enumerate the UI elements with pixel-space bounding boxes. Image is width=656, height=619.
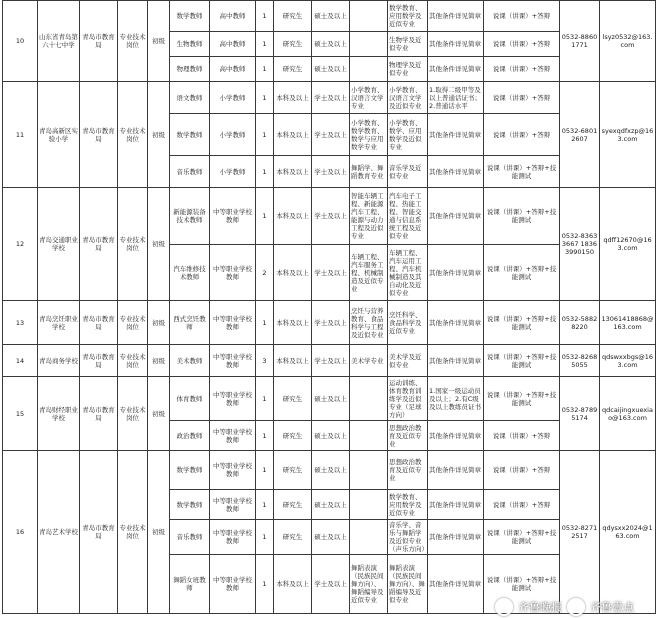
cell-degree: 硕士及以上 xyxy=(312,451,350,490)
cell-post-level: 初级 xyxy=(148,301,170,345)
cell-undergrad-major xyxy=(350,32,388,57)
cell-education: 本科及以上 xyxy=(274,188,312,245)
cell-degree: 学士及以上 xyxy=(312,156,350,188)
cell-authority: 青岛市教育局 xyxy=(80,451,118,614)
cell-no: 10 xyxy=(3,1,38,82)
cell-no: 13 xyxy=(3,301,38,345)
cell-email: syexqdfxzp@163.com xyxy=(600,82,656,188)
recruitment-table xyxy=(2,0,656,614)
cell-count: 1 xyxy=(256,156,274,188)
cell-exam-method: 说课（讲课）+答辩+技能测试 xyxy=(484,156,560,188)
cell-education: 研究生 xyxy=(274,1,312,32)
cell-count: 1 xyxy=(256,188,274,245)
cell-post-category: 小学教师 xyxy=(210,156,256,188)
cell-unit: 山东省青岛第六十七中学 xyxy=(38,1,80,82)
cell-email: qdcaijingxuexiao@163.com xyxy=(600,377,656,451)
cell-degree: 学士及以上 xyxy=(312,345,350,377)
watermark-brand-b: 齐鲁壹点 xyxy=(590,601,634,614)
cell-post-type: 专业技术岗位 xyxy=(118,1,148,82)
cell-other-conditions: 其他条件详见简章 xyxy=(428,245,484,301)
cell-count: 1 xyxy=(256,520,274,555)
cell-email: qdysxx2024@163.com xyxy=(600,451,656,614)
cell-unit: 青岛财经职业学校 xyxy=(38,377,80,451)
cell-post-type: 专业技术岗位 xyxy=(118,345,148,377)
cell-grad-major: 思想政治教育及近似专业 xyxy=(388,421,428,451)
cell-post-level: 初级 xyxy=(148,188,170,301)
cell-post-name: 物理教师 xyxy=(170,57,210,82)
cell-post-category: 中等职业学校教师 xyxy=(210,245,256,301)
cell-undergrad-major xyxy=(350,520,388,555)
cell-education: 本科及以上 xyxy=(274,555,312,614)
cell-grad-major: 舞蹈表演（民族民间舞方向）、舞蹈编导及近似专业 xyxy=(388,555,428,614)
cell-undergrad-major: 烹饪与营养教育、食品科学与工程及近似专业 xyxy=(350,301,388,345)
cell-grad-major: 烹饪科学、食品科学及近似专业 xyxy=(388,301,428,345)
cell-undergrad-major: 美术学专业 xyxy=(350,345,388,377)
cell-other-conditions: 其他条件详见简章 xyxy=(428,1,484,32)
cell-post-name: 音乐教师 xyxy=(170,156,210,188)
cell-count: 1 xyxy=(256,32,274,57)
cell-phone: 0532-83633667 18363990150 xyxy=(560,188,600,301)
cell-count: 1 xyxy=(256,377,274,421)
cell-authority: 青岛市教育局 xyxy=(80,1,118,82)
cell-post-type: 专业技术岗位 xyxy=(118,451,148,614)
logo-circle-icon xyxy=(567,598,585,616)
cell-post-category: 中等职业学校教师 xyxy=(210,520,256,555)
cell-exam-method: 说课（讲课）+答辩+技能测试 xyxy=(484,520,560,555)
cell-post-level: 初级 xyxy=(148,1,170,82)
cell-post-name: 新能源装备技术教师 xyxy=(170,188,210,245)
cell-exam-method: 说课（讲课）+答辩 xyxy=(484,82,560,114)
table-row xyxy=(3,345,656,377)
cell-post-name: 数学教师 xyxy=(170,1,210,32)
cell-post-category: 中等职业学校教师 xyxy=(210,301,256,345)
cell-post-level: 初级 xyxy=(148,451,170,614)
cell-phone: 0532-88601771 xyxy=(560,1,600,82)
cell-other-conditions: 其他条件详见简章 xyxy=(428,156,484,188)
cell-post-category: 中等职业学校教师 xyxy=(210,555,256,614)
logo-circle-icon xyxy=(495,598,513,616)
cell-count: 1 xyxy=(256,490,274,520)
cell-exam-method: 说课（讲课）+答辩 xyxy=(484,114,560,156)
cell-authority: 青岛市教育局 xyxy=(80,301,118,345)
cell-education: 本科及以上 xyxy=(274,114,312,156)
cell-post-name: 美术教师 xyxy=(170,345,210,377)
cell-post-type: 专业技术岗位 xyxy=(118,188,148,301)
cell-authority: 青岛市教育局 xyxy=(80,82,118,188)
cell-post-category: 高中教师 xyxy=(210,57,256,82)
cell-other-conditions: 其他条件详见简章 xyxy=(428,555,484,614)
cell-no: 16 xyxy=(3,451,38,614)
cell-post-name: 西式烹饪教师 xyxy=(170,301,210,345)
cell-phone: 0532-87895174 xyxy=(560,377,600,451)
cell-grad-major: 思想政治教育及近似专业 xyxy=(388,451,428,490)
cell-no: 11 xyxy=(3,82,38,188)
cell-education: 本科及以上 xyxy=(274,156,312,188)
cell-exam-method: 说课（讲课）+答辩 xyxy=(484,1,560,32)
cell-education: 研究生 xyxy=(274,421,312,451)
cell-authority: 青岛市教育局 xyxy=(80,377,118,451)
cell-degree: 学士及以上 xyxy=(312,82,350,114)
cell-other-conditions: 其他条件详见简章 xyxy=(428,188,484,245)
cell-exam-method: 说课（讲课）+答辩 xyxy=(484,57,560,82)
cell-email: qdswxxbgs@163.com xyxy=(600,345,656,377)
cell-exam-method: 说课（讲课）+答辩 xyxy=(484,421,560,451)
cell-count: 1 xyxy=(256,421,274,451)
cell-exam-method: 说课（讲课）+答辩 xyxy=(484,490,560,520)
cell-post-category: 中等职业学校教师 xyxy=(210,345,256,377)
cell-undergrad-major xyxy=(350,1,388,32)
cell-education: 研究生 xyxy=(274,520,312,555)
cell-degree: 硕士及以上 xyxy=(312,490,350,520)
cell-degree: 学士及以上 xyxy=(312,301,350,345)
cell-grad-major: 美术学及近似专业 xyxy=(388,345,428,377)
table-row xyxy=(3,1,656,32)
cell-undergrad-major: 车辆工程、汽车服务工程、机械制造及近似专业 xyxy=(350,245,388,301)
cell-grad-major: 车辆工程、汽车运用工程、汽车机械制造及其自动化及近似专业 xyxy=(388,245,428,301)
cell-grad-major: 数学教育、应用数学及近似专业 xyxy=(388,490,428,520)
cell-count: 1 xyxy=(256,555,274,614)
cell-phone: 0532-58828220 xyxy=(560,301,600,345)
cell-authority: 青岛市教育局 xyxy=(80,345,118,377)
cell-education: 本科及以上 xyxy=(274,345,312,377)
cell-education: 研究生 xyxy=(274,451,312,490)
cell-degree: 硕士及以上 xyxy=(312,32,350,57)
cell-undergrad-major xyxy=(350,57,388,82)
cell-education: 研究生 xyxy=(274,57,312,82)
cell-other-conditions: 其他条件详见简章 xyxy=(428,32,484,57)
cell-degree: 硕士及以上 xyxy=(312,520,350,555)
cell-count: 3 xyxy=(256,345,274,377)
cell-exam-method: 说课（讲课）+答辩+技能测试 xyxy=(484,301,560,345)
cell-education: 本科及以上 xyxy=(274,245,312,301)
cell-unit: 青岛高新区实验小学 xyxy=(38,82,80,188)
cell-other-conditions: 其他条件详见简章 xyxy=(428,301,484,345)
cell-grad-major: 物理学及近似专业 xyxy=(388,57,428,82)
cell-post-category: 小学教师 xyxy=(210,82,256,114)
cell-post-name: 数学教师 xyxy=(170,451,210,490)
cell-education: 本科及以上 xyxy=(274,82,312,114)
cell-count: 1 xyxy=(256,57,274,82)
table-row xyxy=(3,82,656,114)
cell-unit: 青岛商务学校 xyxy=(38,345,80,377)
cell-undergrad-major xyxy=(350,377,388,421)
cell-undergrad-major: 舞蹈表演（民族民间舞方向）、舞蹈编导及近似专业 xyxy=(350,555,388,614)
cell-grad-major: 音乐学、音乐与舞蹈学及近似专业（声乐方向） xyxy=(389,521,428,553)
cell-post-category: 中等职业学校教师 xyxy=(210,188,256,245)
cell-undergrad-major: 小学教育、数学教育、数学与应用数学专业 xyxy=(350,114,388,156)
watermark-brand-a: 齐鲁晚报 xyxy=(518,601,562,614)
cell-grad-major: 汽车电子工程、热能工程、智能交通与信息系统工程及近似专业 xyxy=(388,188,428,245)
cell-other-conditions: 其他条件详见简章 xyxy=(428,451,484,490)
cell-exam-method: 说课（讲课）+答辩+技能测试 xyxy=(484,377,560,421)
cell-grad-major: 运动训练、体育教育训练学及近似专业（足球方向） xyxy=(388,377,428,421)
cell-other-conditions: 其他条件详见简章 xyxy=(428,114,484,156)
table-row xyxy=(3,188,656,245)
cell-education: 研究生 xyxy=(274,32,312,57)
cell-count: 1 xyxy=(256,451,274,490)
table-row xyxy=(3,301,656,345)
cell-exam-method: 说课（讲课）+答辩 xyxy=(484,451,560,490)
cell-post-category: 中等职业学校教师 xyxy=(210,451,256,490)
cell-post-level: 初级 xyxy=(148,345,170,377)
cell-education: 研究生 xyxy=(274,490,312,520)
table-row xyxy=(3,451,656,490)
cell-degree: 学士及以上 xyxy=(312,188,350,245)
cell-count: 1 xyxy=(256,82,274,114)
cell-other-conditions: 其他条件详见简章 xyxy=(428,490,484,520)
cell-exam-method: 说课（讲课）+答辩+技能测试 xyxy=(484,245,560,301)
cell-grad-major: 小学教育、数学、应用数学及近似专业 xyxy=(388,114,428,156)
cell-undergrad-major xyxy=(350,451,388,490)
cell-unit: 青岛烹饪职业学校 xyxy=(38,301,80,345)
cell-post-type: 专业技术岗位 xyxy=(118,301,148,345)
cell-degree: 学士及以上 xyxy=(312,245,350,301)
cell-count: 2 xyxy=(256,245,274,301)
cell-grad-major: 生物学及近似专业 xyxy=(388,32,428,57)
cell-exam-method: 说课（讲课）+答辩+技能测试 xyxy=(484,188,560,245)
cell-no: 15 xyxy=(3,377,38,451)
cell-degree: 硕士及以上 xyxy=(312,377,350,421)
table-row xyxy=(3,377,656,421)
cell-undergrad-major: 小学教育、汉语言文学专业 xyxy=(350,82,388,114)
cell-post-name: 音乐教师 xyxy=(170,520,210,555)
cell-email: lsyz0532@163.com xyxy=(600,1,656,82)
watermark xyxy=(495,597,634,617)
cell-other-conditions: 其他条件详见简章 xyxy=(428,421,484,451)
cell-post-name: 舞蹈女班教师 xyxy=(170,555,210,614)
cell-degree: 学士及以上 xyxy=(312,555,350,614)
cell-authority: 青岛市教育局 xyxy=(80,188,118,301)
cell-other-conditions: 其他条件详见简章 xyxy=(428,345,484,377)
cell-count: 1 xyxy=(256,1,274,32)
cell-post-name: 体育教师 xyxy=(170,377,210,421)
cell-post-name: 数学教师 xyxy=(170,490,210,520)
cell-post-category: 中等职业学校教师 xyxy=(210,490,256,520)
cell-exam-method: 说课（讲课）+答辩+技能测试 xyxy=(484,345,560,377)
cell-post-name: 数学教师 xyxy=(170,114,210,156)
cell-other-conditions: 1.取得二级甲等及以上普通话证书；2.普通话水平 xyxy=(428,82,484,114)
cell-post-name: 政治教师 xyxy=(170,421,210,451)
cell-post-name: 生物教师 xyxy=(170,32,210,57)
cell-unit: 青岛交通职业学校 xyxy=(38,188,80,301)
cell-undergrad-major xyxy=(350,490,388,520)
cell-post-type: 专业技术岗位 xyxy=(118,82,148,188)
cell-grad-major: 数学教育、应用数学及近似专业 xyxy=(388,1,428,32)
cell-post-level: 初级 xyxy=(148,82,170,188)
cell-other-conditions: 其他条件详见简章 xyxy=(428,57,484,82)
cell-grad-major: 音乐学及近似专业 xyxy=(388,156,428,188)
cell-degree: 硕士及以上 xyxy=(312,1,350,32)
cell-no: 12 xyxy=(3,188,38,301)
cell-degree: 硕士及以上 xyxy=(312,421,350,451)
cell-degree: 硕士及以上 xyxy=(312,57,350,82)
cell-email: 13061418868@163.com xyxy=(600,301,656,345)
cell-other-conditions: 其他条件详见简章 xyxy=(428,520,484,555)
cell-degree: 学士及以上 xyxy=(312,114,350,156)
cell-post-level: 初级 xyxy=(148,377,170,451)
cell-exam-method: 说课（讲课）+答辩 xyxy=(484,32,560,57)
cell-post-category: 高中教师 xyxy=(210,32,256,57)
cell-undergrad-major: 舞蹈学、舞蹈教育专业 xyxy=(350,156,388,188)
cell-exam-method: 说课（讲课）+答辩+技能测试 xyxy=(484,555,560,614)
cell-post-category: 中等职业学校教师 xyxy=(210,421,256,451)
cell-post-name: 汽车维修技术教师 xyxy=(170,245,210,301)
cell-unit: 青岛艺术学校 xyxy=(38,451,80,614)
cell-count: 1 xyxy=(256,301,274,345)
cell-undergrad-major: 智能车辆工程、新能源汽车工程、能源与动力工程及近似专业 xyxy=(350,188,388,245)
cell-email: qdff12670@163.com xyxy=(600,188,656,301)
cell-other-conditions: 1.国家一级运动员及以上；2.有C级及以上教练员证书 xyxy=(428,377,484,421)
cell-education: 研究生 xyxy=(274,377,312,421)
cell-post-category: 中等职业学校教师 xyxy=(210,377,256,421)
cell-undergrad-major xyxy=(350,421,388,451)
cell-phone: 0532-68012607 xyxy=(560,82,600,188)
cell-education: 本科及以上 xyxy=(274,301,312,345)
cell-post-category: 高中教师 xyxy=(210,1,256,32)
cell-no: 14 xyxy=(3,345,38,377)
cell-post-name: 语文教师 xyxy=(170,82,210,114)
cell-phone: 0532-82712517 xyxy=(560,451,600,614)
cell-grad-major: 小学教育、汉语言文学及近似专业 xyxy=(388,82,428,114)
cell-count: 1 xyxy=(256,114,274,156)
cell-phone: 0532-82685055 xyxy=(560,345,600,377)
cell-post-type: 专业技术岗位 xyxy=(118,377,148,451)
cell-post-category: 小学教师 xyxy=(210,114,256,156)
